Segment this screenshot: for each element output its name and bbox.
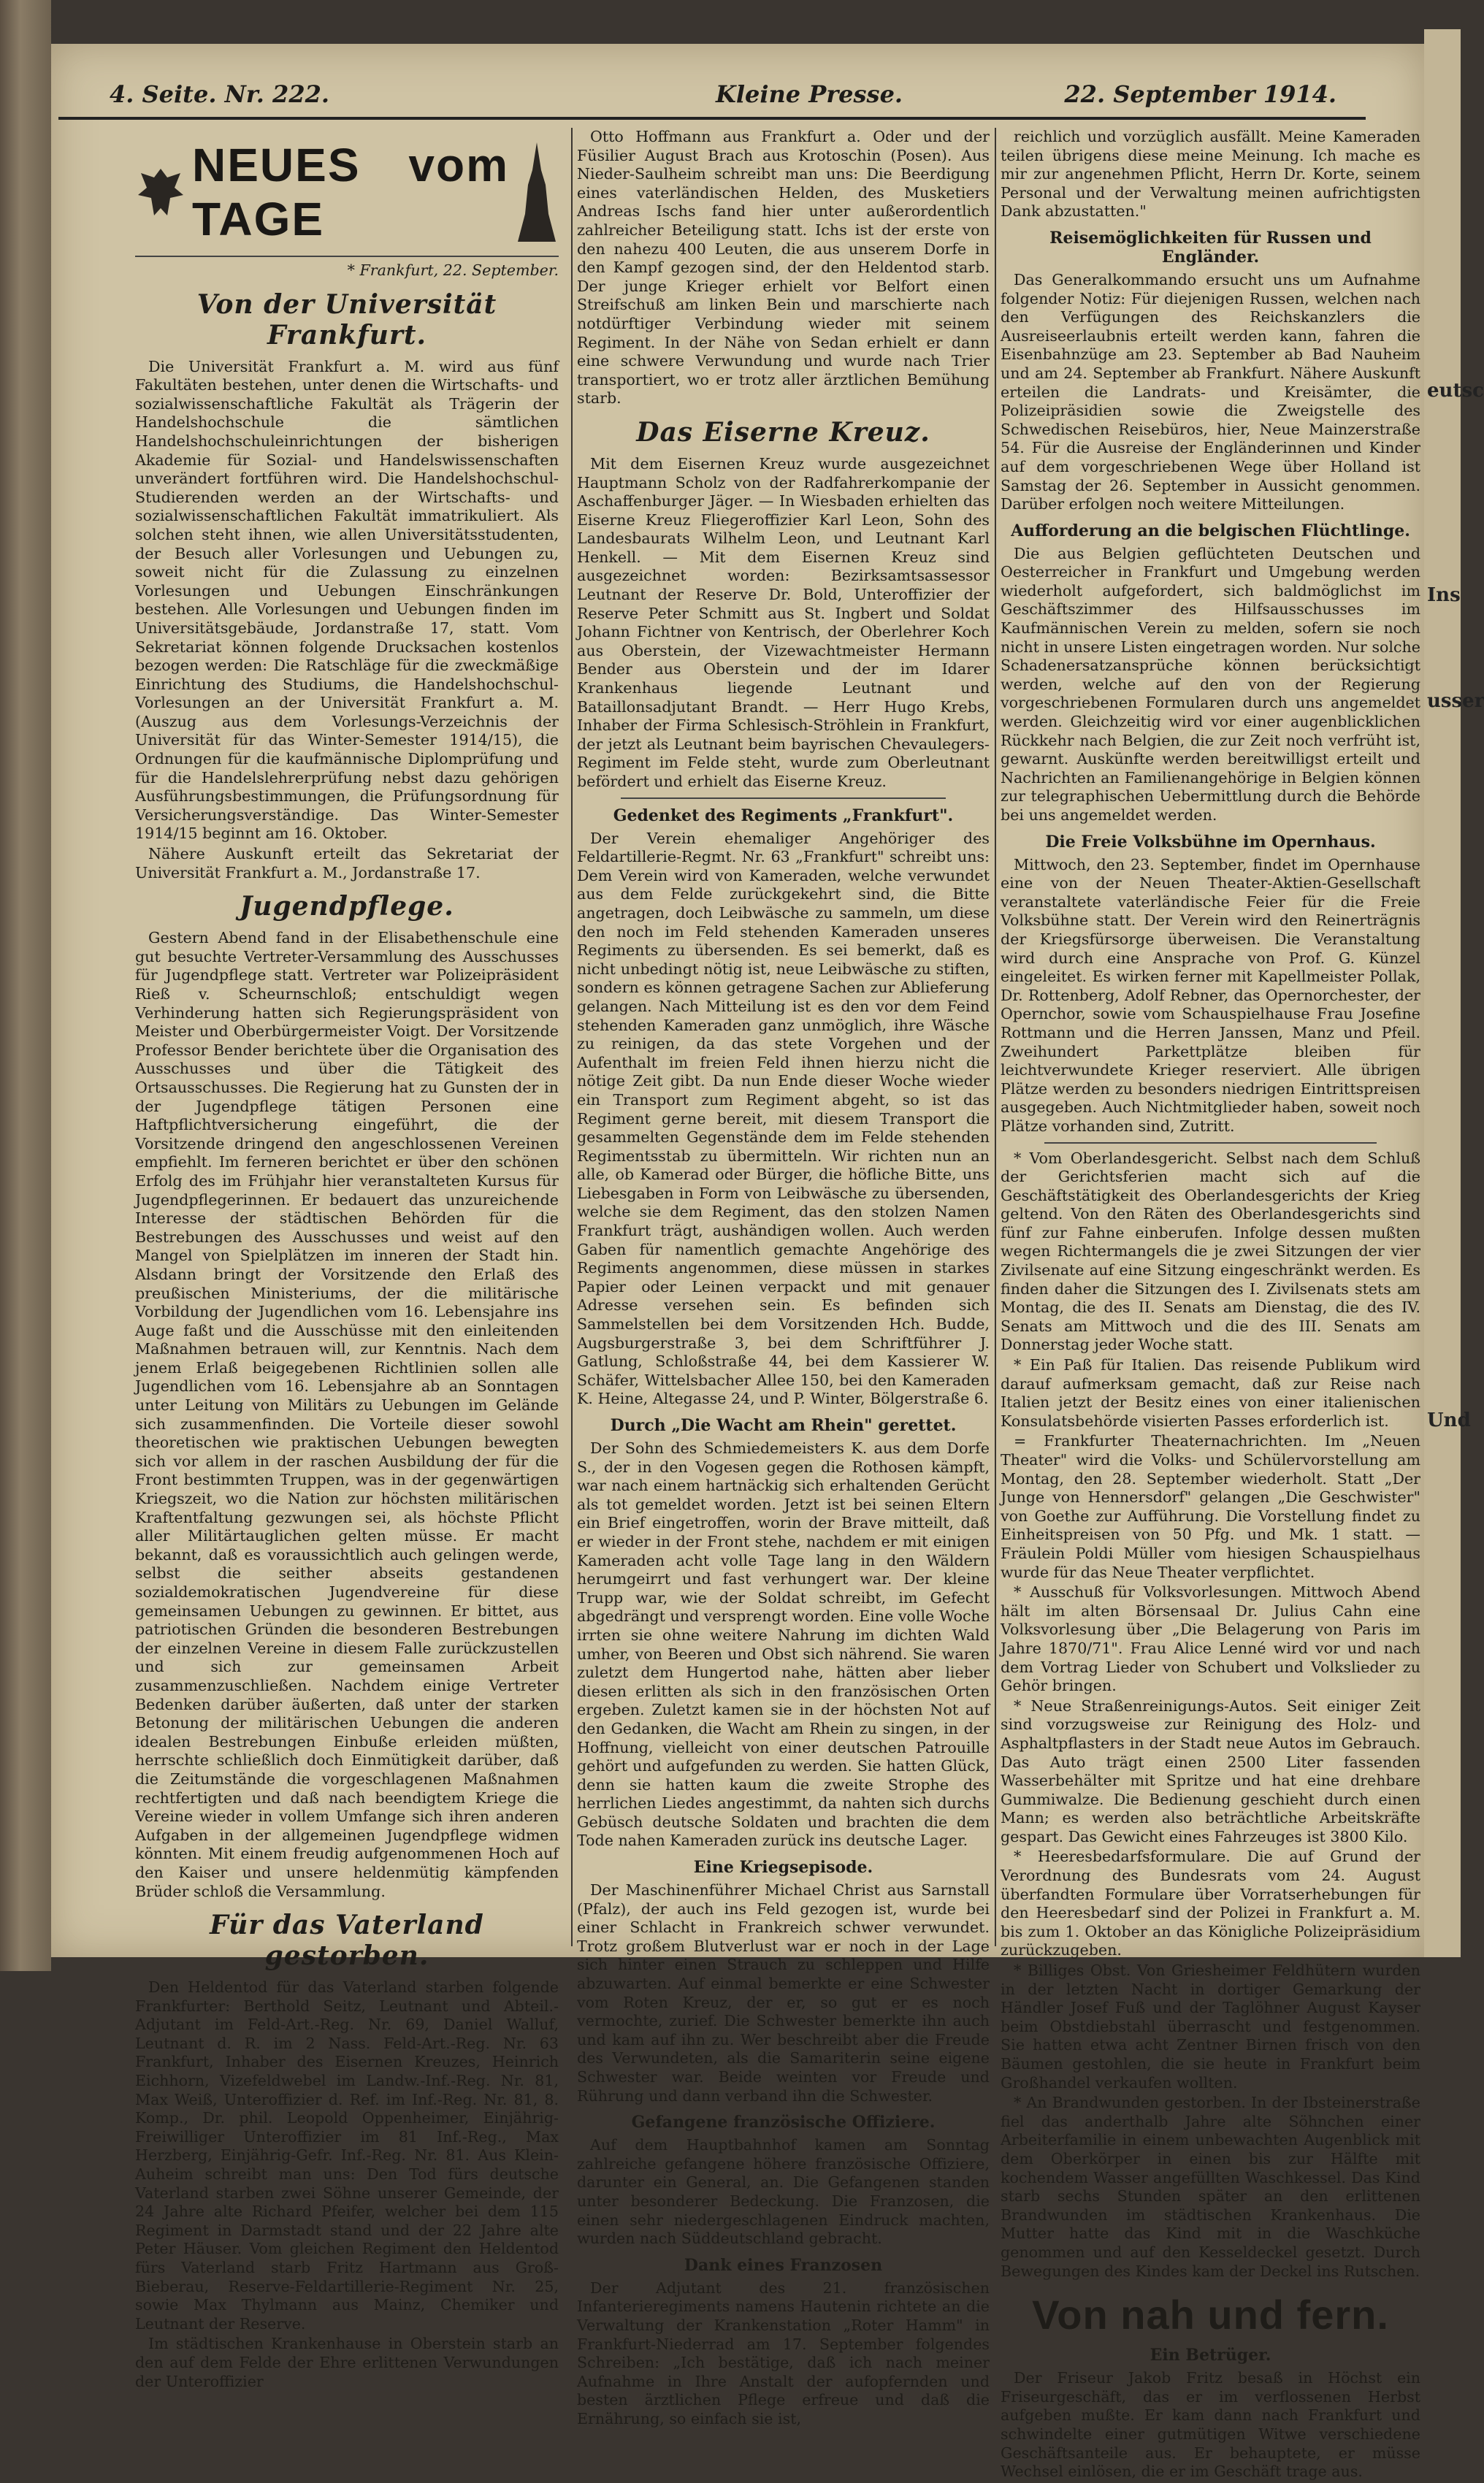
page-number: 4. Seite. Nr. 222. [110, 80, 329, 108]
strip-text-2: Ins [1427, 584, 1461, 606]
divider [621, 797, 946, 799]
article-paragraph: Die aus Belgien geflüchteten Deutschen und Oesterreicher in Frankfurt und Umgebung werden wiederholt aufgefordert, sich baldmöglichst im Geschäftszimmer des Hilfsausschusses im Kaufmännischen Verein zu melden, sofern sie noch nicht in unsere Listen eingetragen worden. Nur solche Schadenersatzansprüche können berücksichtigt werden, welche auf den von der Regierung vorgeschriebenen Formularen durch uns angemeldet werden. Gleichzeitig wird vor einer augenblicklichen Rückkehr nach Belgien, die zur Zeit noch verfrüht ist, gewarnt. Auskünfte werden bereitwilligst erteilt und Nachrichten an Familienangehörige in Belgien können zur telegraphischen Uebermittlung durch die Behörde bei uns angemeldet werden. [1001, 544, 1420, 824]
headline-jugendpflege: Jugendpflege. [240, 891, 454, 922]
article-paragraph: Mittwoch, den 23. September, findet im Opernhause eine von der Neuen Theater-Aktien-Gesellschaft veranstaltete vaterländische Feier für die Freie Volksbühne statt. Der Verein wird den Reinerträgnis der Kriegsfürsorge überweisen. Die Veranstaltung wird durch eine Ansprache von Prof. G. Künzel eingeleitet. Es wirken ferner mit Kapellmeister Pollak, Dr. Rottenberg, Adolf Rebner, das Opernorchester, der Opernchor, sowie vom Schauspielhause Frau Josefine Rottmann und die Herren Janssen, Manz und Pfeil. Zweihundert Parkettplätze bleiben für leichtverwundete Krieger reserviert. Alle übrigen Plätze werden zu besonders niedrigen Eintrittspreisen ausgegeben. Auch Nichtmitglieder haben, soweit noch Plätze vorhanden sind, Zutritt. [1001, 855, 1420, 1135]
column-rule-1 [571, 128, 573, 1946]
article-paragraph: Der Sohn des Schmiedemeisters K. aus dem Dorfe S., der in den Vogesen gegen die Rothosen kämpft, war nach einem hartnäckig sich erhaltenden Gerücht als tot gemeldet worden. Jetzt ist bei seinen Eltern ein Brief eingetroffen, worin der Brave mitteilt, daß er wieder in der Front stehe, nachdem er mit einigen Kameraden acht volle Tage lang in den Wäldern herumgeirrt und fast verhungert war. Der kleine Trupp war, wie der Soldat schreibt, im Gefecht abgedrängt und versprengt worden. Eine volle Woche irrten sie ohne weitere Nahrung im dichten Wald umher, von Beeren und Obst sich nährend. Sie waren zuletzt dem Hungertod nahe, hätten aber lieber diesen erlitten als sich in den französischen Orten ergeben. Zuletzt kamen sie in der höchsten Not auf den Gedanken, die Wacht am Rhein zu singen, in der Hoffnung, vielleicht von einer deutschen Patrouille gehört und aufgefunden zu werden. Sie hatten Glück, denn sie hatten kaum die zweite Strophe des herrlichen Liedes angestimmt, da nahten sich durchs Gebüsch deutsche Soldaten und brachten die dem Tode nahen Kameraden zurück ins deutsche Lager. [577, 1439, 990, 1850]
article-paragraph: * Heeresbedarfsformulare. Die auf Grund der Verordnung des Bundesrats vom 24. August überfandten Formulare über Vorratserhebungen für den Heeresbedarf sind der Polizei in Frankfurt a. M. bis zum 1. Oktober an das Königliche Polizeipräsidium zurückzugeben. [1001, 1848, 1420, 1959]
article-paragraph: * Ausschuß für Volksvorlesungen. Mittwoch Abend hält im alten Börsensaal Dr. Julius Cahn eine Volksvorlesung über „Die Belagerung von Paris im Jahre 1870/71". Frau Alice Lenné wird vor und nach dem Vortrag Lieder von Schubert und Volkslieder zu Gehör bringen. [1001, 1583, 1420, 1695]
strip-text-3: usser [1427, 690, 1484, 712]
strip-text-1: eutsc [1427, 380, 1484, 402]
article-paragraph: * An Brandwunden gestorben. In der Ibsteinerstraße fiel das anderthalb Jahre alte Söhnchen einer Arbeiterfamilie in einem unbewachten Augenblick mit dem Oberkörper in einen bis zur Hälfte mit kochendem Wasser angefüllten Waschkessel. Das Kind starb sechs Stunden später an den erlittenen Brandwunden im städtischen Krankenhaus. Die Mutter hatte das Kind mit in die Waschküche genommen und auf den Kesseldeckel gesetzt. Durch Bewegungen des Kindes kam der Deckel ins Rutschen. [1001, 2094, 1420, 2280]
article-paragraph: Otto Hoffmann aus Frankfurt a. Oder und der Füsilier August Brach aus Krotoschin (Posen). Aus Nieder-Saulheim schreibt man uns: Die Beerdigung eines vaterländischen Helden, des Musketiers Andreas Ischs fand hier unter außerordentlich zahlreicher Beteiligung statt. Ichs ist der erste von den nahezu 400 Leuten, die aus unserem Dorfe in den Kampf gezogen sind, der den Heldentod starb. Der junge Krieger erhielt vor Belfort einen Streifschuß am linken Bein und marschierte nach notdürftiger Verbindung wieder mit seinem Regiment. In der Nähe von Sedan erhielt er dann eine schwere Verwundung und wurde nach Trier transportiert, wo er trotz aller ärztlichen Bemühung starb. [577, 128, 990, 408]
article-paragraph: Der Maschinenführer Michael Christ aus Sarnstall (Pfalz), der auch ins Feld gezogen ist, wurde bei einer Schlacht in Frankreich schwer verwundet. Trotz großem Blutverlust war er noch in der Lage sich hinter einen Strauch zu schleppen und Hilfe abzuwarten. Auf einmal bemerkte er eine Schwester vom Roten Kreuz, der er, so gut er es noch vermochte, zurief. Die Schwester bemerkte ihn auch und kam auf ihn zu. Wer beschreibt aber die Freude des Verwundeten, als die Samariterin seine eigene Schwester war. Beide weinten vor Freude und Rührung und dann verband ihn die Schwester. [577, 1881, 990, 2105]
subhead-wacht-am-rhein: Durch „Die Wacht am Rhein" gerettet. [610, 1416, 957, 1435]
subhead-reise: Reisemöglichkeiten für Russen und Engländer. [1049, 228, 1372, 267]
article-paragraph: Die Universität Frankfurt a. M. wird aus fünf Fakultäten bestehen, unter denen die Wirtschafts- und sozialwissenschaftliche Fakultät als Trägerin der Handelshochschule die sämtlichen Handelshochschuleinrichtungen der bisherigen Akademie für Sozial- und Handelswissenschaften unverändert fortführen wird. Die Handelshochschul-Studierenden werden an der Wirtschafts- und sozialwissenschaftlichen Fakultät immatrikuliert. Als solchen steht ihnen, wie allen Universitätsstudenten, der Besuch aller Vorlesungen und Uebungen zu, soweit nicht für die Zulassung zu einzelnen Vorlesungen und Uebungen Einschränkungen bestehen. Alle Vorlesungen und Uebungen finden im Universitätsgebäude, Jordanstraße 17, statt. Vom Sekretariat können folgende Drucksachen kostenlos bezogen werden: Die Ratschläge für die zweckmäßige Einrichtung des Studiums, die Handelshochschul-Vorlesungen an der Universität Frankfurt a. M. (Auszug aus dem Vorlesungs-Verzeichnis der Universität für das Winter-Semester 1914/15), die Ordnungen für die kaufmännische Diplomprüfung und für die Handelslehrerprüfung nebst dazu gehörigen Ausführungsbestimmungen, die Prüfungsordnung für Versicherungsverständige. Das Winter-Semester 1914/15 beginnt am 16. Oktober. [135, 357, 559, 843]
headline-vaterland: Für das Vaterland gestorben. [210, 1910, 484, 1972]
column-3 [1001, 128, 1420, 2483]
newspaper-title: Kleine Presse. [716, 80, 903, 108]
logo-text: NEUES vom TAGE [192, 138, 509, 245]
article-paragraph: Das Generalkommando ersucht uns um Aufnahme folgender Notiz: Für diejenigen Russen, welchen nach den Verfügungen des Reichskanzlers die Ausreiseerlaubnis erteilt werden kann, fahren die Eisenbahnzüge am 23. September ab Bad Nauheim und am 24. September ab Frankfurt. Nähere Auskunft erteilen die Landrats- und Kreisämter, die Polizeipräsidien sowie die Zweigstelle des Schwedischen Reisebüros, hier, Neue Mainzerstraße 54. Für die Ausreise der Engländerinnen und Kinder auf dem vorgeschriebenen Wege über Holland ist Samstag der 26. September in Aussicht genommen. Darüber erfolgen noch weitere Mitteilungen. [1001, 270, 1420, 513]
article-paragraph: Im städtischen Krankenhause in Oberstein starb an den auf dem Felde der Ehre erlittenen Verwundungen der Unteroffizier [135, 2335, 559, 2390]
subhead-volksbuehne: Die Freie Volksbühne im Opernhaus. [1045, 832, 1376, 852]
cathedral-icon [515, 141, 559, 243]
column-rule-2 [995, 128, 996, 1946]
neues-vom-tage-logo [135, 128, 559, 257]
article-paragraph: Der Adjutant des 21. französischen Infanterieregiments namens Hautenin richtete an die Verwaltung der Krankenstation „Roter Hamm" in Frankfurt-Niederrad am 17. September folgendes Schreiben: „Ich bestätige, daß ich nach meiner Aufnahme in Ihre Anstalt der aufopfernden und besten ärztlichen Pflege erfreue und daß die Ernährung, so einfach sie ist, [577, 2279, 990, 2427]
article-paragraph: Den Heldentod für das Vaterland starben folgende Frankfurter: Berthold Seitz, Leutnant und Abteil.-Adjutant im Feld-Art.-Reg. Nr. 69, Daniel Walluf, Leutnant d. R. im 2 Nass. Feld-Art.-Reg. Nr. 63 Frankfurt, Inhaber des Eisernen Kreuzes, Heinrich Eichhorn, Vizefeldwebel im Landw.-Inf.-Reg. Nr. 81, Max Weiß, Unteroffizier d. Ref. im Inf.-Reg. Nr. 81, 8. Komp., Dr. phil. Leopold Oppenheimer, Einjährig-Freiwilliger Unteroffizier im 81 Inf.-Reg., Max Herzberg, Einjährig-Gefr. Inf.-Reg. Nr. 81. Aus Klein-Auheim schreibt man uns: Den Tod fürs deutsche Vaterland starben zwei Söhne unserer Gemeinde, der 24 Jahre alte Richard Pfeifer, welcher bei dem 115 Regiment in Darmstadt stand und der 22 Jahre alte Peter Häuser. Vom gleichen Regiment den Heldentod fürs Vaterland starb Fritz Hartmann aus Groß-Bieberau, Reserve-Feldartillerie-Regiment Nr. 25, sowie Max Thylmann aus Mainz, Chemiker und Leutnant der Reserve. [135, 1978, 559, 2333]
article-paragraph: * Billiges Obst. Von Griesheimer Feldhütern wurden in der letzten Nacht in dortiger Gemarkung der Händler Josef Fuß und der Taglöhner August Kayser beim Obstdiebstahl überrascht und festgenommen. Sie hatten etwa acht Zentner Birnen frisch von den Bäumen gestohlen, die sie heute in Frankfurt beim Großhandel verkaufen wollten. [1001, 1962, 1420, 2092]
article-paragraph: Nähere Auskunft erteilt das Sekretariat der Universität Frankfurt a. M., Jordanstraße 17. [135, 845, 559, 881]
column-2 [577, 128, 990, 2430]
article-paragraph: Gestern Abend fand in der Elisabethenschule eine gut besuchte Vertreter-Versammlung des Ausschusses für Jugendpflege statt. Vertreter war Polizeipräsident Rieß v. Scheurnschloß; entschuldigt wegen Verhinderung hatten sich Regierungspräsident von Meister und Oberbürgermeister Voigt. Der Vorsitzende Professor Bender berichtete über die Organisation des Ausschusses und über die Tätigkeit des Ortsausschusses. Die Regierung hat zu Gunsten der in der Jugendpflege tätigen Personen eine Haftpflichtversicherung eingeführt, die der Vorsitzende dringend den angeschlossenen Vereinen empfiehlt. Im ferneren berichtet er über den schönen Erfolg des im Frühjahr hier veranstalteten Kursus für Jugendpflegerinnen. Er bedauert das unzureichende Interesse der städtischen Behörden für die Bestrebungen des Ausschusses und weist auf den Mangel von Spielplätzen im inneren der Stadt hin. Alsdann bringt der Vorsitzende den Erlaß des preußischen Ministeriums, der die militärische Vorbildung der Jugendlichen vom 16. Lebensjahre ins Auge faßt und die Ausschüsse mit den einleitenden Maßnahmen betrauen will, zur Kenntnis. Nach dem jenem Erlaß beigegebenen Richtlinien sollen alle Jugendlichen vom 16. Lebensjahre ab an Sonntagen unter Leitung von Militärs zu Uebungen im Gelände sich zusammenfinden. Die Vorteile dieser sowohl theoretischen wie praktischen Uebungen bewegten sich vor allem in der raschen Ausbildung der für die Front bestimmten Truppen, was in der gegenwärtigen Kriegszeit, wo die Nation zur höchsten militärischen Kraftentfaltung gezwungen sei, als höchste Pflicht aller Militärtauglichen gelten müsse. Er macht bekannt, daß es voraussichtlich auch gelingen werde, selbst die seither abseits gestandenen sozialdemokratischen Jugendvereine für diese gemeinsamen Uebungen zu gewinnen. Er bittet, aus patriotischen Gründen die besonderen Bestrebungen der einzelnen Vereine in diesem Falle zurückzustellen und sich zur gemeinsamen Arbeit zusammenzuschließen. Nachdem einige Vertreter Bedenken darüber äußerten, daß unter der starken Betonung der militärischen Uebungen die anderen idealen Bestrebungen Einbuße erleiden müßten, herrschte schließlich doch Einmütigkeit darüber, daß die Zeitumstände die vorgeschlagenen Maßnahmen rechtfertigten und daß nach beendigtem Kriege die Vereine wieder in vollem Umfange sich ihren anderen Aufgaben in der allgemeinen Jugendpflege widmen könnten. Mit einem freudig aufgenommenen Hoch auf den Kaiser und unsere heldenmütig kämpfenden Brüder schloß die Versammlung. [135, 929, 559, 1900]
subhead-regiment: Gedenket des Regiments „Frankfurt". [613, 806, 954, 825]
subhead-offiziere: Gefangene französische Offiziere. [631, 2113, 936, 2132]
article-paragraph: reichlich und vorzüglich ausfällt. Meine Kameraden teilen übrigens diese meine Meinung. Ich mache es mir zur angenehmen Pflicht, Herrn Dr. Korte, seinem Personal und der Verwaltung meinen aufrichtigsten Dank abzustatten." [1001, 128, 1420, 221]
headline-eiserne-kreuz: Das Eiserne Kreuz. [636, 416, 930, 448]
headline-universitaet: Von der Universität Frankfurt. [196, 288, 497, 351]
book-binding [0, 0, 51, 1971]
eagle-icon [135, 163, 186, 221]
subhead-fluechtlinge: Aufforderung an die belgischen Flüchtlinge. [1011, 521, 1410, 540]
dateline: * Frankfurt, 22. September. [347, 261, 559, 279]
subhead-betrueger: Ein Betrüger. [1150, 2346, 1271, 2365]
column-1 [135, 128, 559, 2392]
subhead-kriegsepisode: Eine Kriegsepisode. [693, 1858, 873, 1878]
article-paragraph: * Vom Oberlandesgericht. Selbst nach dem Schluß der Gerichtsferien macht sich auf die Geschäftstätigkeit des Oberlandesgerichts der Krieg geltend. Von den Räten des Oberlandesgerichts sind fünf zur Fahne einberufen. Infolge dessen mußten wegen Richtermangels die je zwei Sitzungen der vier Zivilsenate auf eine Sitzung eingeschränkt werden. Es finden daher die Sitzungen des I. Zivilsenats stets am Montag, die des II. Senats am Dienstag, die des IV. Senats am Mittwoch und die des III. Senats am Donnerstag jeder Woche statt. [1001, 1149, 1420, 1354]
article-paragraph: Mit dem Eisernen Kreuz wurde ausgezeichnet Hauptmann Scholz von der Radfahrerkompanie der Aschaffenburger Jäger. — In Wiesbaden erhielten das Eiserne Kreuz Fliegeroffizier Karl Leon, Sohn des Landesbaurats Wilhelm Leon, und Leutnant Karl Henkell. — Mit dem Eisernen Kreuz sind ausgezeichnet worden: Bezirksamtsassessor Leutnant der Reserve Dr. Bold, Unteroffizier der Reserve Peter Schmitt aus St. Ingbert und Soldat Johann Fichtner von Kentrisch, der Oberlehrer Koch aus Oberstein, der Vizewachtmeister Hermann Bender aus Oberstein und der im Idarer Krankenhaus liegende Leutnant und Bataillonsadjutant Brandt. — Herr Hugo Krebs, Inhaber der Firma Schlesisch-Ströhlein in Frankfurt, der jetzt als Leutnant beim bayrischen Chevaulegers-Regiment im Felde steht, wurde zum Oberleutnant befördert und erhielt das Eiserne Kreuz. [577, 454, 990, 790]
adjacent-page-strip [1424, 29, 1484, 1957]
strip-text-4: Und [1427, 1409, 1471, 1431]
article-paragraph: * Neue Straßenreinigungs-Autos. Seit einiger Zeit sind vorzugsweise zur Reinigung des Holz- und Asphaltpflasters in der Stadt neue Autos im Gebrauch. Das Auto trägt einen 2500 Liter fassenden Wasserbehälter mit Spritze und hat eine drehbare Gummiwalze. Die Bedienung geschieht durch einen Mann; es werden also beträchtliche Arbeitskräfte gespart. Das Gewicht eines Fahrzeuges ist 3800 Kilo. [1001, 1696, 1420, 1845]
headline-nah-und-fern: Von nah und fern. [1032, 2292, 1389, 2338]
article-paragraph: Der Friseur Jakob Fritz besaß in Höchst ein Friseurgeschäft, das er im verflossenen Herbst aufgeben mußte. Er kam dann nach Frankfurt und schwindelte einer gutmütigen Witwe verschiedene Geschäftsanteile aus. Er behauptete, er müsse Wechsel einlösen, die er im Geschäft trage aus. [1001, 2369, 1420, 2481]
page-header [58, 58, 1366, 120]
article-paragraph: = Frankfurter Theaternachrichten. Im „Neuen Theater" wird die Volks- und Schülervorstellung am Montag, den 28. September wiederholt. Statt „Der Junge von Hennersdorf" gelangen „Die Geschwister" von Goethe zur Aufführung. Die Vorstellung findet zu Einheitspreisen von 50 Pfg. und Mk. 1 statt. — Fräulein Poldi Müller vom hiesigen Schauspielhaus wurde für das Neue Theater verpflichtet. [1001, 1432, 1420, 1581]
subhead-franzose: Dank eines Franzosen [684, 2255, 883, 2275]
article-paragraph: * Ein Paß für Italien. Das reisende Publikum wird darauf aufmerksam gemacht, daß zur Reise nach Italien jetzt der Besitz eines von einer italienischen Konsulatsbehörde visierten Passes erforderlich ist. [1001, 1356, 1420, 1430]
issue-date: 22. September 1914. [1064, 80, 1336, 108]
divider [1044, 1142, 1377, 1144]
article-paragraph: Der Verein ehemaliger Angehöriger des Feldartillerie-Regmt. Nr. 63 „Frankfurt" schreibt uns: Dem Verein wird von Kameraden, welche verwundet aus dem Felde zurückgekehrt sind, die Bitte angetragen, doch Leibwäsche zu sammeln, um diese den noch im Feld stehenden Kameraden unseres Regiments zu übersenden. Es sei bemerkt, daß es nicht unbedingt nötig ist, neue Leibwäsche zu stiften, sondern es können getragene Sachen zur Ablieferung gelangen. Nach Mitteilung ist es den vor dem Feind stehenden Kameraden ganz unmöglich, ihre Wäsche zu reinigen, da das stete Vorgehen und der Aufenthalt im freien Feld ihnen hierzu nicht die nötige Zeit gibt. Da nun Ende dieser Woche wieder ein Transport zum Regiment abgeht, so ist das Regiment gerne bereit, mit diesem Transport die gesammelten Gegenstände dem im Felde stehenden Regimentsstab zu übermitteln. Wir richten nun an alle, ob Kamerad oder Bürger, die höfliche Bitte, uns Liebesgaben in Form von Leibwäsche zu übersenden, welche sie dem Regiment, das den stolzen Namen Frankfurt trägt, aushändigen wollen. Auch werden Gaben für namentlich gemachte Angehörige des Regiments angenommen, diese müssen in starkes Papier oder Leinen verpackt und mit genauer Adresse versehen sein. Es befinden sich Sammelstellen bei dem Vorsitzenden Hch. Budde, Augsburgerstraße 3, bei dem Schriftführer J. Gatlung, Schloßstraße 44, bei dem Kassierer W. Schäfer, Wittelsbacher Allee 150, bei den Kameraden K. Heine, Altegasse 24, und P. Winter, Bölgerstraße 6. [577, 829, 990, 1408]
article-paragraph: Auf dem Hauptbahnhof kamen am Sonntag zahlreiche gefangene höhere französische Offiziere, darunter ein General, an. Die Gefangenen standen unter besonderer Bedeckung. Die Franzosen, die einen sehr niedergeschlagenen Eindruck machten, wurden nach Süddeutschland gebracht. [577, 2136, 990, 2248]
